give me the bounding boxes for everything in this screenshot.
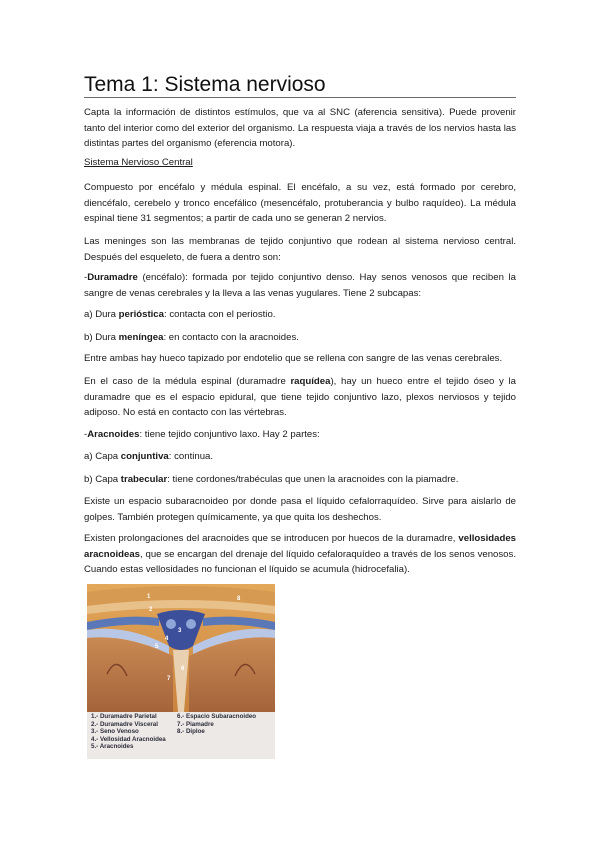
arac-b-text: : tiene cordones/trabéculas que unen la aracnoides con la piamadre. [167, 474, 459, 485]
dura-b-text: : en contacto con la aracnoides. [163, 332, 299, 343]
medula-text: ), hay un hueco entre el tejido óseo y la duramadre que es el espacio epidural, que tiene tejido conjuntivo lazo, plexos nerviosos y tejido adiposo. No está en contacto con las vértebras. [84, 376, 516, 418]
aracnoides-text: : tiene tejido conjuntivo laxo. Hay 2 partes: [139, 429, 320, 440]
arac-a-pre: a) Capa [84, 451, 121, 462]
diagram-label-4: 4 [165, 636, 169, 642]
diagram-label-2: 2 [149, 607, 153, 613]
term-periostica: perióstica [118, 309, 164, 320]
paragraph-subaracnoideo: Existe un espacio subaracnoideo por donde pasa el líquido cefalorraquídeo. Sirve para aislarlo de golpes. También protegen químicamente, ya que quita los deshechos. [84, 496, 516, 523]
arac-a-text: : continua. [168, 451, 214, 462]
legend-item: 8.- Diploe [177, 728, 205, 736]
term-conjuntiva: conjuntiva [120, 451, 169, 462]
arac-b-pre: b) Capa [84, 474, 121, 485]
term-duramadre: Duramadre [87, 272, 138, 283]
legend-item: 1.- Duramadre Parietal [91, 713, 157, 720]
term-aracnoides: Aracnoides [87, 429, 140, 440]
term-raquidea: raquídea [290, 376, 331, 387]
term-vellosidades: vellosidades aracnoideas [84, 533, 516, 560]
legend-column-right [177, 713, 256, 736]
legend-column-left [91, 713, 166, 751]
paragraph-duramadre [84, 270, 516, 301]
vellosidades-text: , que se encargan del drenaje del líquido cefaloraquídeo a través de los senos venosos. Cuando estas vellosidades no funcionan el líquido se acumula (hidrocefalia). [84, 548, 516, 575]
duramadre-text: (encéfalo): formada por tejido conjuntivo denso. Hay senos venosos que reciben la sangre de venas cerebrales y la lleva a las venas yugulares. Tiene 2 subcapas: [84, 272, 516, 299]
paragraph-arac-b [84, 472, 516, 488]
diagram-label-6: 6 [181, 666, 185, 672]
page-title: Tema 1: Sistema nervioso [84, 73, 326, 96]
paragraph-dura-a [84, 307, 516, 323]
intro-paragraph: Capta la información de distintos estímulos, que va al SNC (aferencia sensitiva). Puede provenir tanto del interior como del exterior del organismo. La respuesta viaja a través de los nervios hasta las distintas partes del organismo (eferencia motora). [84, 107, 516, 149]
legend-item: 5.- Aracnoides [91, 743, 134, 751]
paragraph-aracnoides [84, 427, 516, 443]
aracnoides-prefix: - [84, 429, 88, 440]
diagram-label-5: 5 [155, 644, 159, 650]
term-meningea: meníngea [118, 332, 164, 343]
arachnoid-villus-2 [186, 619, 196, 629]
term-trabecular: trabecular [120, 474, 168, 485]
legend-item: 7.- Piamadre [177, 720, 214, 728]
vellosidades-pre: Existen prolongaciones del aracnoides que se introducen por huecos de la duramadre, [84, 533, 459, 544]
paragraph-dura-b [84, 330, 516, 346]
legend-item: 2.- Duramadre Visceral [91, 720, 158, 728]
duramadre-prefix: - [84, 272, 88, 283]
legend-item: 6.- Espacio Subaracnoideo [177, 713, 257, 720]
medula-pre: En el caso de la médula espinal (duramadre [84, 376, 291, 387]
paragraph-vellosidades [84, 531, 516, 578]
legend-item: 3.- Seno Venoso [91, 728, 139, 736]
diagram-label-8: 8 [237, 596, 241, 602]
paragraph-medula [84, 374, 516, 421]
dura-b-pre: b) Dura [84, 332, 119, 343]
diagram-label-3: 3 [178, 628, 182, 634]
diagram-label-1: 1 [147, 594, 151, 600]
dura-a-text: : contacta con el periostio. [163, 309, 276, 320]
arachnoid-villus-1 [166, 619, 176, 629]
meninges-diagram [87, 584, 275, 759]
paragraph-composition: Compuesto por encéfalo y médula espinal. El encéfalo, a su vez, está formado por cerebro, diencéfalo, cerebelo y tronco encefálico (mesencéfalo, protuberancia y bulbo raquídeo). La médula espinal tiene 31 segmentos; a partir de cada uno se generan 2 nervios. [84, 182, 516, 224]
section-heading: Sistema Nervioso Central [84, 157, 193, 168]
paragraph-hueco: Entre ambas hay hueco tapizado por endotelio que se rellena con sangre de las venas cerebrales. [84, 353, 503, 364]
dura-a-pre: a) Dura [84, 309, 119, 320]
paragraph-meninges: Las meninges son las membranas de tejido conjuntivo que rodean al sistema nervioso central. Después del esqueleto, de fuera a dentro son: [84, 236, 516, 263]
legend-item: 4.- Vellosidad Aracnoidea [91, 735, 166, 743]
meninges-illustration [87, 584, 275, 712]
title-underline [84, 97, 516, 98]
paragraph-arac-a [84, 449, 516, 465]
diagram-label-7: 7 [167, 676, 171, 682]
